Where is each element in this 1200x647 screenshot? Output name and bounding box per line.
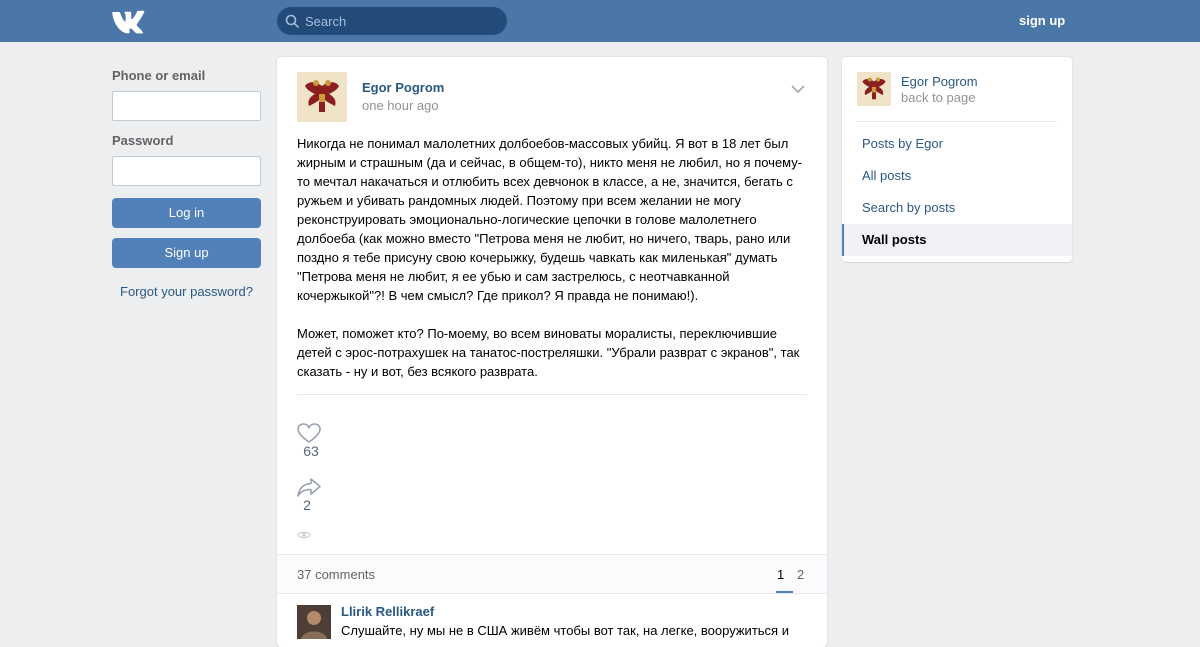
divider [297, 394, 807, 395]
signup-button[interactable]: Sign up [112, 238, 261, 268]
top-bar [0, 0, 1200, 42]
post-author[interactable]: Egor Pogrom [362, 80, 445, 95]
login-form [112, 68, 261, 299]
search-input[interactable] [305, 7, 500, 35]
phone-input[interactable] [112, 91, 261, 121]
chevron-down-icon[interactable] [790, 84, 806, 94]
login-button[interactable]: Log in [112, 198, 261, 228]
phone-label: Phone or email [112, 68, 206, 83]
double-eagle-icon [297, 72, 347, 122]
like-button[interactable] [297, 423, 327, 465]
comments-count: 37 comments [297, 567, 376, 582]
back-to-page-link[interactable]: back to page [901, 90, 976, 105]
comment-author[interactable]: Llirik Rellikraef [341, 604, 435, 619]
divider [857, 121, 1057, 122]
comment-text: Слушайте, ну мы не в США живём чтобы вот так, на легке, вооружиться и [341, 623, 789, 638]
vk-logo-icon[interactable] [112, 9, 146, 33]
user-photo-icon [297, 605, 331, 639]
password-label: Password [112, 133, 174, 148]
comments-header [277, 554, 827, 594]
sidebar-menu [842, 128, 1072, 256]
sidebar-profile-name[interactable]: Egor Pogrom [901, 74, 978, 89]
search-box[interactable] [277, 7, 507, 35]
like-count: 63 [303, 443, 319, 459]
comments-page-1[interactable]: 1 [777, 567, 785, 582]
sidebar-item-wall-posts[interactable]: Wall posts [842, 224, 1072, 256]
share-button[interactable] [297, 477, 327, 519]
post-time[interactable]: one hour ago [362, 98, 439, 113]
active-page-indicator [776, 591, 793, 593]
sidebar-item-search-by-posts[interactable]: Search by posts [862, 200, 956, 215]
profile-sidebar [842, 57, 1072, 262]
sidebar-item-posts-by-egor[interactable]: Posts by Egor [862, 136, 943, 151]
share-count: 2 [303, 497, 311, 513]
wall-post [277, 57, 827, 647]
header-signup-link[interactable]: sign up [1019, 13, 1066, 28]
avatar[interactable] [297, 72, 347, 122]
avatar[interactable] [857, 72, 891, 106]
eye-icon [297, 530, 311, 540]
share-icon [297, 477, 321, 497]
post-text: Никогда не понимал малолетних долбоебов-массовых убийц. Я вот в 18 лет был жирным и страшным (да и сейчас, в общем-то), никто меня не любил, но я почему-то мечтал накачаться и отлюбить всех девчонок в классе, а не, значится, бегать с ружьем и убивать рандомных людей. Поэтому при всем желании не могу реконструировать эмоционально-логические цепочки в голове малолетнего долбоеба (как можно вместо "Петрова меня не любит, но ничего, тварь, рано или поздно я тебе присуну свою кочерыжку, будешь чавкать как миленькая" думать "Петрова меня не любит, я ее убью и сам застрелюсь, с неотчавканной кочержыкой"?! В чем смысл? Где прикол? Я правда не понимаю!). Может, поможет кто? По-моему, во всем виноваты моралисты, переключившие детей с эрос-потрахушек на танатос-постреляшки. "Убрали разврат с экранов", так сказать - ну и вот, без всякого разврата. [297, 136, 803, 379]
forgot-password-link[interactable]: Forgot your password? [120, 284, 253, 299]
search-icon [285, 14, 299, 28]
avatar[interactable] [297, 605, 331, 639]
comments-page-2[interactable]: 2 [797, 567, 805, 582]
double-eagle-icon [857, 72, 891, 106]
heart-icon [297, 423, 321, 443]
sidebar-item-all-posts[interactable]: All posts [862, 168, 912, 183]
password-input[interactable] [112, 156, 261, 186]
